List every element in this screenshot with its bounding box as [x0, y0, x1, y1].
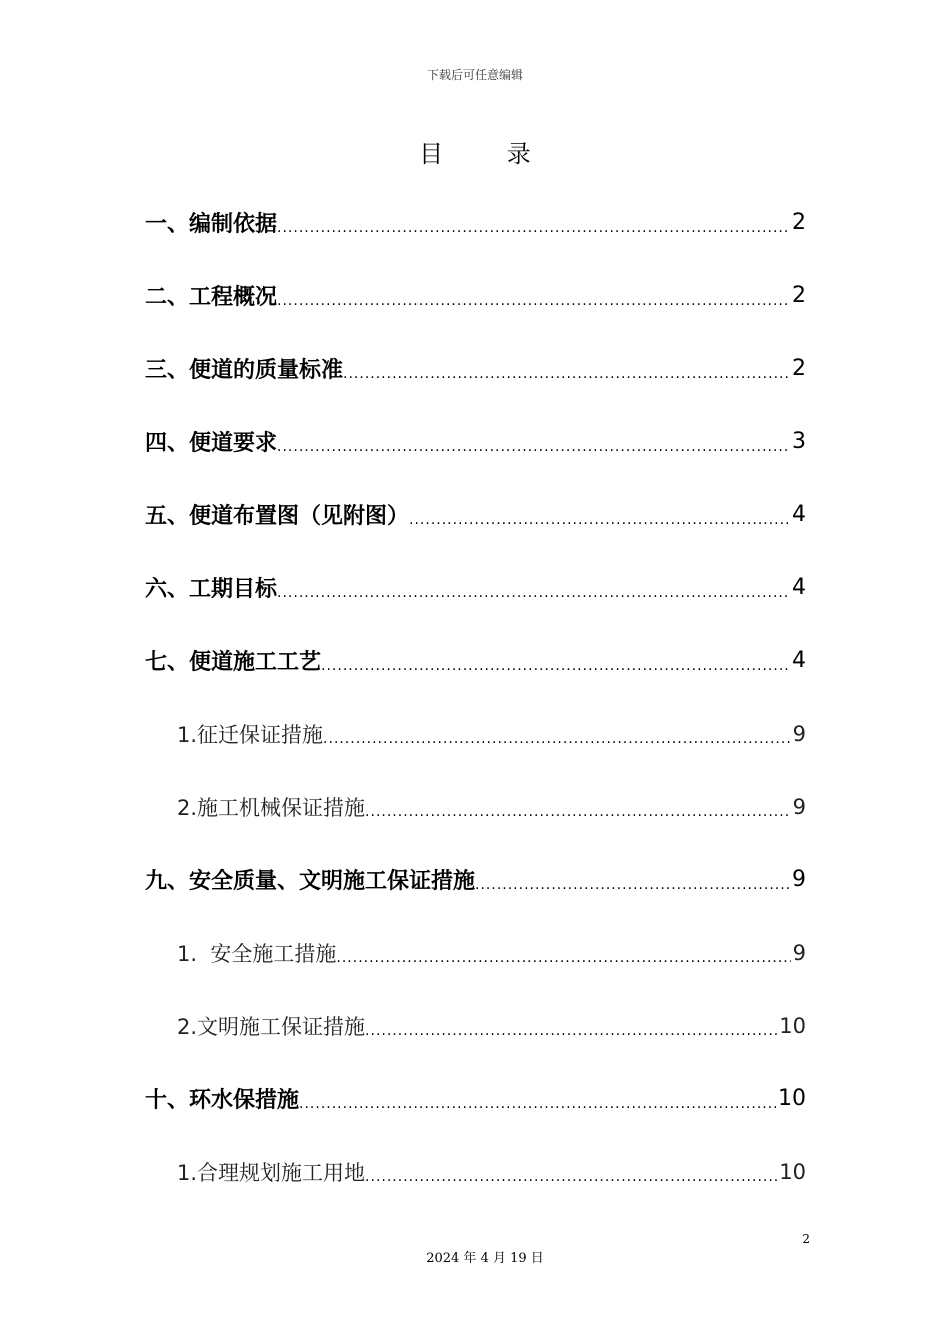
toc-entry[interactable]: [145, 843, 806, 916]
toc-entry-label: 1.征迁保证措施: [177, 722, 324, 747]
toc-entry-page: 10: [779, 1013, 806, 1038]
toc-entry[interactable]: [145, 405, 806, 478]
toc-dot-leader: [299, 1096, 776, 1112]
toc-entry-page: 9: [792, 940, 806, 965]
toc-entry[interactable]: [145, 186, 806, 259]
toc-entry-page: 2: [792, 210, 806, 235]
toc-entry-label: 三、便道的质量标准: [145, 358, 344, 383]
toc-entry-label: 二、工程概况: [145, 285, 278, 310]
toc-entry-page: 3: [792, 429, 806, 454]
toc-entry[interactable]: [145, 259, 806, 332]
toc-dot-leader: [365, 1023, 777, 1039]
toc-dot-leader: [277, 585, 790, 601]
toc-subentry[interactable]: [145, 770, 806, 843]
toc-subentry[interactable]: [145, 697, 806, 770]
toc-entry-page: 9: [792, 721, 806, 746]
toc-dot-leader: [277, 220, 790, 236]
toc-entry-page: 4: [792, 502, 806, 527]
toc-entry-page: 10: [778, 1086, 806, 1111]
toc-entry-page: 4: [792, 648, 806, 673]
toc-dot-leader: [409, 512, 790, 528]
toc-entry-label: 六、工期目标: [145, 577, 278, 602]
toc-dot-leader: [336, 950, 790, 966]
toc-entry-label: 十、环水保措施: [145, 1088, 300, 1113]
toc-subentry[interactable]: [145, 916, 806, 989]
toc-dot-leader: [323, 731, 791, 747]
toc-entry[interactable]: [145, 1062, 806, 1135]
toc-dot-leader: [277, 439, 790, 455]
toc-entry[interactable]: [145, 332, 806, 405]
toc-entry-page: 4: [792, 575, 806, 600]
toc-dot-leader: [321, 658, 790, 674]
footer-date: 2024 年 4 月 19 日: [426, 1251, 544, 1266]
header-note: 下载后可任意编辑: [426, 68, 523, 82]
toc-dot-leader: [343, 366, 790, 382]
toc-entry-label: 2.文明施工保证措施: [177, 1014, 366, 1039]
toc-dot-leader: [475, 877, 790, 893]
toc-entry-page: 10: [779, 1159, 806, 1184]
toc-subentry[interactable]: [145, 989, 806, 1062]
toc-entry-label: 1.合理规划施工用地: [177, 1160, 366, 1185]
page-number: 2: [802, 1232, 810, 1246]
toc-entry-page: 9: [792, 867, 806, 892]
toc-entry-page: 2: [792, 356, 806, 381]
toc-entry-label: 七、便道施工工艺: [145, 650, 322, 675]
table-of-contents: [145, 186, 806, 1208]
toc-entry-label: 2.施工机械保证措施: [177, 795, 366, 820]
toc-entry-label: 五、便道布置图（见附图）: [145, 504, 410, 529]
toc-entry[interactable]: [145, 551, 806, 624]
toc-subentry[interactable]: [145, 1135, 806, 1208]
toc-title: 目 录: [419, 140, 559, 168]
toc-dot-leader: [277, 293, 790, 309]
toc-dot-leader: [365, 804, 791, 820]
toc-dot-leader: [365, 1169, 777, 1185]
toc-entry[interactable]: [145, 478, 806, 551]
toc-entry-page: 2: [792, 283, 806, 308]
toc-entry-label: 四、便道要求: [145, 431, 278, 456]
toc-entry-label: 1. 安全施工措施: [177, 941, 337, 966]
toc-entry-label: 一、编制依据: [145, 212, 278, 237]
toc-entry[interactable]: [145, 624, 806, 697]
toc-entry-label: 九、安全质量、文明施工保证措施: [145, 869, 476, 894]
toc-entry-page: 9: [792, 794, 806, 819]
